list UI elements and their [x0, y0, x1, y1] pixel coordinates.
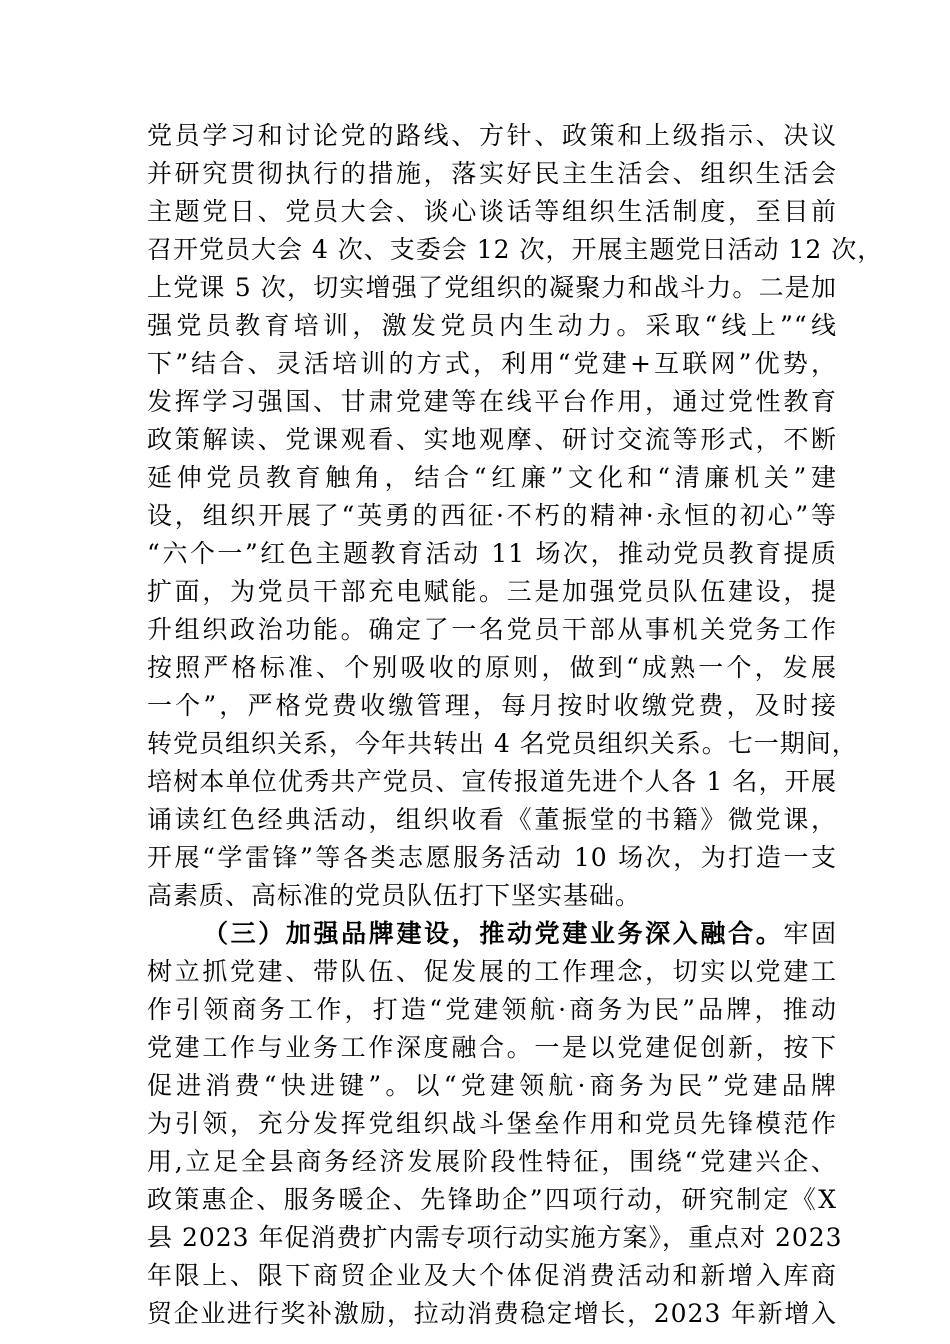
text-line: 政策惠企、服务暖企、先锋助企”四项行动，研究制定《X: [147, 1185, 837, 1214]
text-line: 开展“学雷锋”等各类志愿服务活动 10 场次，为打造一支: [147, 843, 837, 872]
paragraph-1: [147, 117, 884, 915]
heading-line-rest: 牢固: [783, 919, 837, 948]
text-line: 并研究贯彻执行的措施，落实好民主生活会、组织生活会: [147, 159, 837, 188]
text-line: 一个”，严格党费收缴管理，每月按时收缴党费，及时接: [147, 691, 837, 720]
text-line: 年限上、限下商贸企业及大个体促消费活动和新增入库商: [147, 1261, 837, 1290]
text-line: 党员学习和讨论党的路线、方针、政策和上级指示、决议: [147, 121, 837, 150]
text-line: 诵读红色经典活动，组织收看《董振堂的书籍》微党课，: [147, 805, 837, 834]
text-line: 扩面，为党员干部充电赋能。三是加强党员队伍建设，提: [147, 577, 837, 606]
paragraph-2: [147, 915, 843, 1333]
text-line: 用,立足全县商务经济发展阶段性特征，围绕“党建兴企、: [147, 1147, 837, 1176]
text-line: 发挥学习强国、甘肃党建等在线平台作用，通过党性教育: [147, 387, 837, 416]
text-line: 作引领商务工作，打造“党建领航·商务为民”品牌，推动: [147, 995, 837, 1024]
section-heading: （三）加强品牌建设，推动党建业务深入融合。: [203, 919, 784, 948]
text-line: 上党课 5 次，切实增强了党组织的凝聚力和战斗力。二是加: [147, 273, 837, 302]
text-line: 促进消费“快进键”。以“党建领航·商务为民”党建品牌: [147, 1071, 837, 1100]
text-line: 按照严格标准、个别吸收的原则，做到“成熟一个，发展: [147, 653, 837, 682]
text-line: 贸企业进行奖补激励，拉动消费稳定增长，2023 年新增入: [147, 1299, 837, 1328]
text-line: 延伸党员教育触角，结合“红廉”文化和“清廉机关”建: [147, 463, 837, 492]
text-line: 培树本单位优秀共产党员、宣传报道先进个人各 1 名，开展: [147, 767, 837, 796]
text-line: 下”结合、灵活培训的方式，利用“党建+互联网”优势，: [147, 349, 837, 378]
text-line: “六个一”红色主题教育活动 11 场次，推动党员教育提质: [147, 539, 837, 568]
text-line: 升组织政治功能。确定了一名党员干部从事机关党务工作: [147, 615, 837, 644]
text-line: 为引领，充分发挥党组织战斗堡垒作用和党员先锋模范作: [147, 1109, 837, 1138]
text-line: 转党员组织关系，今年共转出 4 名党员组织关系。七一期间，: [147, 729, 858, 758]
document-body: [147, 117, 884, 1333]
text-line: 党建工作与业务工作深度融合。一是以党建促创新，按下: [147, 1033, 837, 1062]
text-line: 县 2023 年促消费扩内需专项行动实施方案》，重点对 2023: [147, 1223, 843, 1252]
text-line: 树立抓党建、带队伍、促发展的工作理念，切实以党建工: [147, 957, 837, 986]
text-line: 设，组织开展了“英勇的西征·不朽的精神·永恒的初心”等: [147, 501, 837, 530]
text-line: 政策解读、党课观看、实地观摩、研讨交流等形式，不断: [147, 425, 837, 454]
text-line: 主题党日、党员大会、谈心谈话等组织生活制度，至目前: [147, 197, 837, 226]
text-line: 召开党员大会 4 次、支委会 12 次，开展主题党日活动 12 次，: [147, 235, 884, 264]
text-line: 高素质、高标准的党员队伍打下坚实基础。: [147, 881, 642, 910]
text-line: 强党员教育培训，激发党员内生动力。采取“线上”“线: [147, 311, 837, 340]
text-line-heading: [147, 915, 837, 953]
